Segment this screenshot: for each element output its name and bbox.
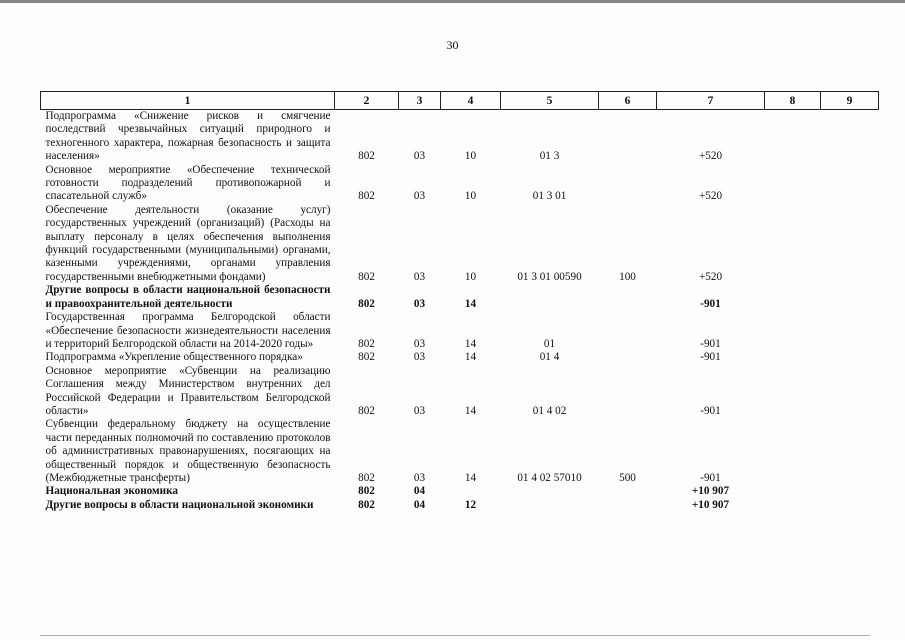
cell-col-6 — [599, 351, 657, 364]
row-description: Другие вопросы в области национальной экономики — [45, 498, 314, 511]
cell-col-8 — [765, 418, 821, 485]
cell-col-2: 802 — [358, 351, 375, 364]
row-description: Государственная программа Белгородской области «Обеспечение безопасности жизнедеятельности населения и территорий Белгородской области на 2014-2020 годы» — [45, 311, 331, 350]
cell-col-9 — [821, 365, 879, 419]
cell-col-5 — [501, 499, 599, 512]
cell-col-6 — [599, 284, 657, 311]
cell-col-2: 802 — [358, 297, 375, 310]
cell-col-2: 802 — [358, 404, 375, 417]
cell-col-6 — [599, 110, 657, 164]
header-col-5: 5 — [501, 92, 599, 110]
cell-col-3: 03 — [413, 404, 426, 417]
cell-col-2: 802 — [358, 337, 375, 350]
table-row — [41, 485, 879, 498]
cell-col-5 — [501, 284, 599, 311]
cell-col-4: 12 — [464, 498, 477, 511]
cell-col-2: 802 — [358, 471, 375, 484]
page-number: 30 — [446, 38, 459, 52]
cell-col-8 — [765, 351, 821, 364]
cell-col-6 — [599, 499, 657, 512]
cell-col-7: +520 — [698, 190, 723, 203]
table-row — [41, 164, 879, 204]
cell-col-4: 14 — [464, 351, 477, 364]
cell-col-8 — [765, 284, 821, 311]
cell-col-5 — [501, 485, 599, 498]
cell-col-9 — [821, 311, 879, 351]
cell-col-5: 01 3 01 00590 — [517, 270, 582, 283]
table-body — [41, 110, 879, 513]
cell-col-5: 01 4 02 — [532, 404, 567, 417]
cell-col-2: 802 — [358, 190, 375, 203]
cell-col-4: 10 — [464, 150, 477, 163]
cell-col-8 — [765, 311, 821, 351]
cell-col-7: -901 — [700, 471, 721, 484]
scan-edge-top — [0, 0, 905, 3]
row-description: Подпрограмма «Снижение рисков и смягчение последствий чрезвычайных ситуаций природного и техногенного характера, пожарная безопасность и защита населения» — [45, 110, 331, 163]
cell-col-4: 14 — [464, 337, 477, 350]
cell-col-9 — [821, 110, 879, 164]
cell-col-5: 01 3 01 — [532, 190, 567, 203]
cell-col-8 — [765, 110, 821, 164]
cell-col-3: 03 — [413, 190, 426, 203]
table-row — [41, 284, 879, 311]
cell-col-4: 10 — [464, 190, 477, 203]
table-row — [41, 365, 879, 419]
scan-edge-bottom — [40, 635, 870, 636]
cell-col-2: 802 — [358, 150, 375, 163]
cell-col-3: 03 — [413, 150, 426, 163]
header-col-4: 4 — [441, 92, 501, 110]
cell-col-4: 10 — [464, 270, 477, 283]
cell-col-7: +520 — [698, 150, 723, 163]
cell-col-7: -901 — [700, 337, 721, 350]
table-row — [41, 499, 879, 512]
header-row — [41, 92, 879, 110]
cell-col-4: 14 — [464, 297, 477, 310]
cell-col-3: 03 — [413, 351, 426, 364]
cell-col-3: 03 — [413, 337, 426, 350]
cell-col-9 — [821, 351, 879, 364]
cell-col-9 — [821, 284, 879, 311]
cell-col-6 — [599, 164, 657, 204]
row-description: Основное мероприятие «Обеспечение технической готовности подразделений противопожарной и спасательной служб» — [45, 163, 331, 203]
cell-col-9 — [821, 164, 879, 204]
cell-col-3: 04 — [413, 498, 426, 511]
cell-col-2: 802 — [358, 498, 375, 511]
cell-col-3: 03 — [413, 270, 426, 283]
cell-col-7: +10 907 — [691, 498, 730, 511]
cell-col-7: -901 — [700, 404, 721, 417]
cell-col-6: 100 — [619, 270, 636, 283]
row-description: Другие вопросы в области национальной безопасности и правоохранительной деятельности — [45, 284, 331, 310]
header-col-6: 6 — [599, 92, 657, 110]
header-col-7: 7 — [657, 92, 765, 110]
cell-col-2: 802 — [358, 485, 375, 498]
table-row — [41, 110, 879, 164]
cell-col-9 — [821, 204, 879, 284]
table-row — [41, 204, 879, 284]
cell-col-7: +10 907 — [691, 485, 730, 498]
cell-col-3: 03 — [413, 297, 426, 310]
header-col-8: 8 — [765, 92, 821, 110]
cell-col-3: 03 — [413, 471, 426, 484]
row-description: Национальная экономика — [45, 485, 178, 498]
row-description: Основное мероприятие «Субвенции на реализацию Соглашения между Министерством внутренних дел Российской Федерации и Правительством Белгородской области» — [45, 364, 331, 417]
cell-col-7: -901 — [700, 351, 721, 364]
cell-col-5: 01 4 02 57010 — [517, 471, 582, 484]
cell-col-6 — [599, 485, 657, 498]
cell-col-2: 802 — [358, 270, 375, 283]
header-col-1: 1 — [41, 92, 335, 110]
header-col-3: 3 — [399, 92, 441, 110]
cell-col-6 — [599, 365, 657, 419]
cell-col-3: 04 — [413, 485, 426, 498]
cell-col-8 — [765, 204, 821, 284]
table-row — [41, 351, 879, 364]
cell-col-7: -901 — [700, 297, 721, 310]
table-row — [41, 311, 879, 351]
budget-table — [40, 91, 879, 512]
cell-col-8 — [765, 365, 821, 419]
cell-col-5: 01 — [543, 337, 556, 350]
row-description: Подпрограмма «Укрепление общественного порядка» — [45, 351, 303, 364]
cell-col-4: 14 — [464, 471, 477, 484]
row-description: Субвенции федеральному бюджету на осуществление части переданных полномочий по составлению протоколов об административных правонарушениях, посягающих на общественный порядок и общественную безопасность (Межбюджетные трансферты) — [45, 418, 331, 484]
row-description: Обеспечение деятельности (оказание услуг) государственных учреждений (организаций) (Расходы на выплату персоналу в целях обеспечения выполнения функций государственными (муниципальными) органами, казенными учреждениями, органами управления государственными внебюджетными фондами) — [45, 203, 331, 283]
cell-col-9 — [821, 485, 879, 498]
table-row — [41, 418, 879, 485]
cell-col-4 — [441, 485, 501, 498]
cell-col-4: 14 — [464, 404, 477, 417]
cell-col-6: 500 — [619, 471, 636, 484]
cell-col-8 — [765, 164, 821, 204]
cell-col-8 — [765, 499, 821, 512]
cell-col-5: 01 3 — [539, 150, 560, 163]
header-col-2: 2 — [335, 92, 399, 110]
cell-col-6 — [599, 311, 657, 351]
cell-col-7: +520 — [698, 270, 723, 283]
cell-col-9 — [821, 418, 879, 485]
cell-col-5: 01 4 — [539, 351, 560, 364]
header-col-9: 9 — [821, 92, 879, 110]
cell-col-8 — [765, 485, 821, 498]
cell-col-9 — [821, 499, 879, 512]
